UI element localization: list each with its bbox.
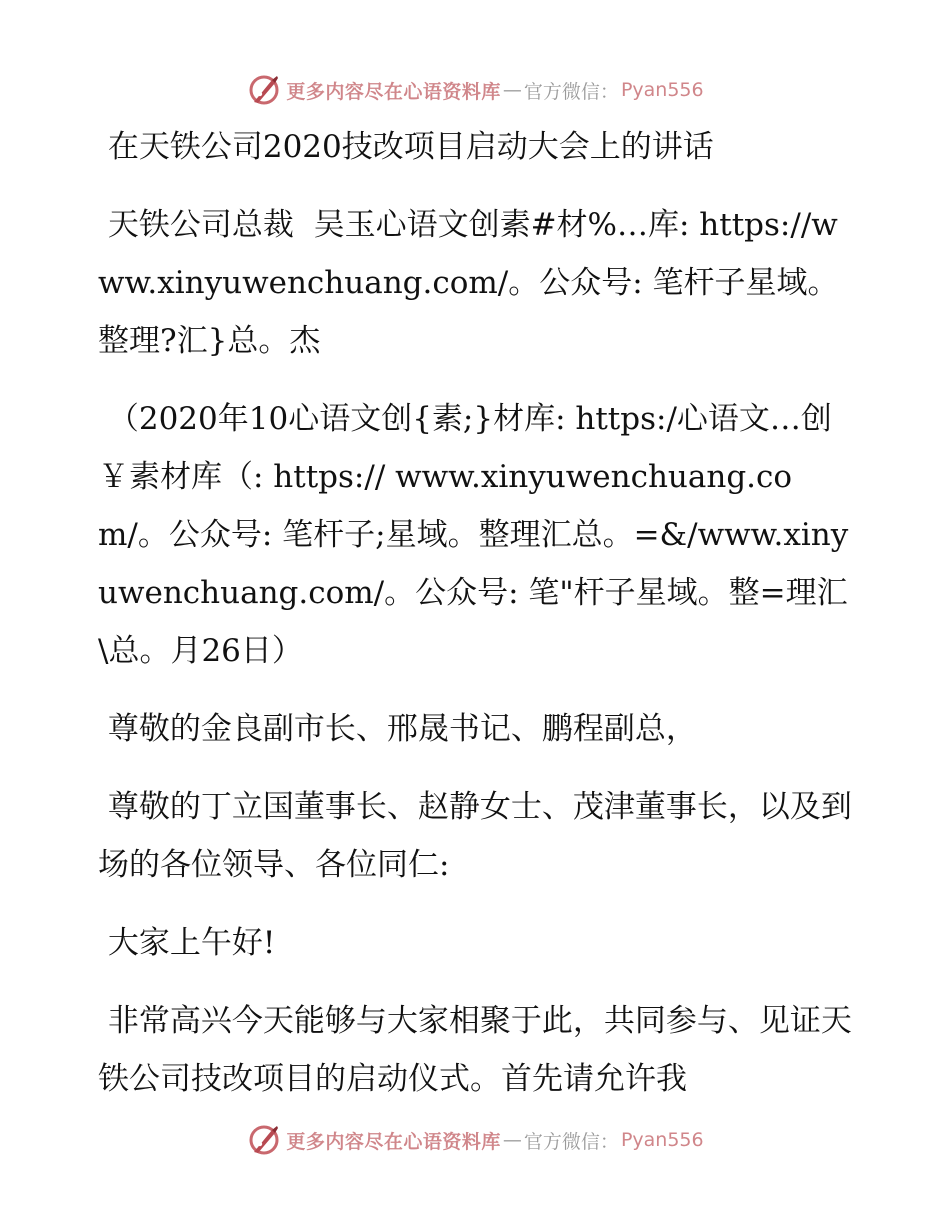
watermark-wechat-label: 官方微信：: [523, 80, 619, 103]
watermark-separator: —: [502, 1129, 522, 1151]
document-body: [98, 118, 858, 1128]
watermark-wechat-label: 官方微信：: [523, 1130, 619, 1153]
quill-pen-logo-icon: [246, 72, 282, 108]
watermark-wechat-id: Pyan556: [620, 79, 704, 101]
watermark-wechat-id: Pyan556: [620, 1129, 704, 1151]
greeting-line: 大家上午好!: [98, 925, 276, 961]
date-line: （2020年10心语文创{素;}材库: https:/心语文…创￥素材库（: https:// www.xinyuwenchuang.com/。公众号: 笔杆子;星域。整理汇总。=&/www.xinyuwenchuang.com/。公众号: 笔"杆子星域。整=理汇\总。月26日）: [98, 401, 849, 669]
body-paragraph: 非常高兴今天能够与大家相聚于此，共同参与、见证天铁公司技改项目的启动仪式。首先请允许我: [98, 1003, 852, 1097]
speaker-line: 天铁公司总裁 吴玉心语文创素#材%…库: https://www.xinyuwenchuang.com/。公众号: 笔杆子星域。整理?汇}总。杰: [98, 207, 839, 359]
header-watermark: [0, 70, 950, 110]
salutation-line-1: 尊敬的金良副市长、邢晟书记、鹏程副总，: [98, 711, 697, 747]
watermark-separator: —: [502, 79, 522, 101]
document-title: 在天铁公司2020技改项目启动大会上的讲话: [98, 129, 714, 165]
footer-watermark: [0, 1120, 950, 1160]
quill-pen-logo-icon: [246, 1122, 282, 1158]
watermark-main-text: 更多内容尽在心语资料库: [286, 80, 501, 103]
salutation-line-2: 尊敬的丁立国董事长、赵静女士、茂津董事长，以及到场的各位领导、各位同仁:: [98, 789, 852, 883]
watermark-main-text: 更多内容尽在心语资料库: [286, 1130, 501, 1153]
